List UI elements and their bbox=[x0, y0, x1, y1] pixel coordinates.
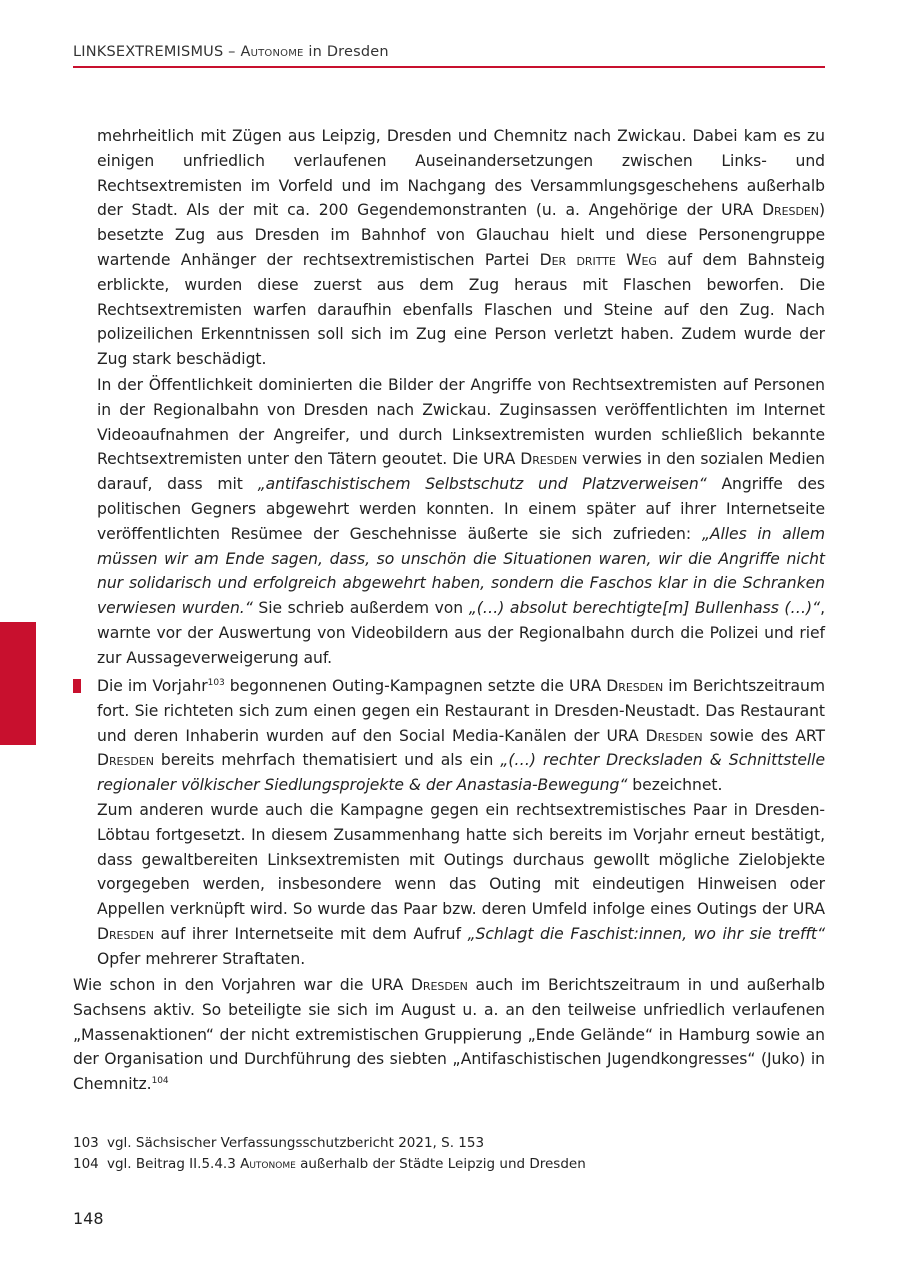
footnote-103: 103 vgl. Sächsischer Verfassungsschutzbericht 2021, S. 153 bbox=[73, 1135, 485, 1151]
header-subtitle: in Dresden bbox=[303, 44, 389, 60]
page-number: 148 bbox=[73, 1209, 104, 1228]
header-rule bbox=[73, 66, 825, 68]
header-title: LINKSEXTREMISMUS bbox=[73, 44, 224, 60]
paragraph-4: Zum anderen wurde auch die Kampagne gegen ein rechtsextremistisches Paar in Dresden-Löbtau fortgesetzt. In diesem Zusammenhang hatte sich bereits im Vorjahr erneut bestätigt, dass gewaltbereiten Linksextremisten mit Outings durchaus gewollt mögliche Zielobjekte vorgegeben werden, insbesondere wenn das Outing mit eindeutigen Hinweisen oder Appellen verknüpft wird. So wurde das Paar bzw. deren Umfeld infolge eines Outings der URA Dresden auf ihrer Internetseite mit dem Aufruf „Schlagt die Faschist:innen, wo ihr sie trefft“ Opfer mehrerer Straftaten. bbox=[97, 801, 825, 968]
paragraph-2: In der Öffentlichkeit dominierten die Bilder der Angriffe von Rechtsextremisten auf Personen in der Regionalbahn von Dresden nach Zwickau. Zuginsassen veröffentlichten im Internet Videoaufnahmen der Angreifer, und durch Linksextremisten wurden schließlich bekannte Rechtsextremisten unter den Tätern geoutet. Die URA Dresden verwies in den sozialen Medien darauf, dass mit „antifaschistischem Selbstschutz und Platzverweisen“ Angriffe des politischen Gegners abgewehrt werden konnten. In einem später auf ihrer Internetseite veröffentlichten Resümee der Geschehnisse äußerte sie sich zufrieden: „Alles in allem müssen wir am Ende sagen, dass, so unschön die Situationen waren, wir die Angriffe nicht nur solidarisch und erfolgreich abgewehrt haben, sondern die Faschos klar in die Schranken verwiesen wurden.“ Sie schrieb außerdem von „(…) absolut berechtigte[m] Bullenhass (…)“, warnte vor der Auswertung von Videobildern aus der Regionalbahn durch die Polizei und rief zur Aussageverweigerung auf. bbox=[97, 376, 825, 667]
running-header: LINKSEXTREMISMUS – Autonome in Dresden bbox=[73, 44, 389, 60]
footnote-104: 104 vgl. Beitrag II.5.4.3 Autonome außerhalb der Städte Leipzig und Dresden bbox=[73, 1156, 586, 1172]
footnote-ref-104: 104 bbox=[151, 1076, 169, 1087]
paragraph-5: Wie schon in den Vorjahren war die URA Dresden auch im Berichtszeitraum in und außerhalb Sachsens aktiv. So beteiligte sie sich im August u. a. an den teilweise unfriedlich verlaufenen „Massenaktionen“ der nicht extremistischen Gruppierung „Ende Gelände“ in Hamburg sowie an der Organisation und Durchführung des siebten „Antifaschistischen Jugendkongresses“ (Juko) in Chemnitz.$^{104}$ bbox=[73, 976, 825, 1094]
section-marker-bar bbox=[0, 622, 36, 745]
paragraph-1: mehrheitlich mit Zügen aus Leipzig, Dresden und Chemnitz nach Zwickau. Dabei kam es zu einigen unfriedlich verlaufenen Auseinandersetzungen zwischen Links- und Rechtsextremisten im Vorfeld und im Nachgang des Versammlungsgeschehens außerhalb der Stadt. Als der mit ca. 200 Gegendemonstranten (u. a. Angehörige der URA Dresden) besetzte Zug aus Dresden im Bahnhof von Glauchau hielt und diese Personengruppe wartende Anhänger der rechtsextremistischen Partei Der dritte Weg auf dem Bahnsteig erblickte, wurden diese zuerst aus dem Zug heraus mit Flaschen beworfen. Die Rechtsextremisten warfen daraufhin ebenfalls Flaschen und Steine auf den Zug. Nach polizeilichen Erkenntnissen soll sich im Zug eine Person verletzt haben. Zudem wurde der Zug stark beschädigt. bbox=[97, 127, 826, 369]
footnote-ref-103: 103 bbox=[207, 678, 225, 688]
paragraph-3-bullet: Die im Vorjahr$^{103}$ begonnenen Outing-Kampagnen setzte die URA Dresden im Berichtszeitraum fort. Sie richteten sich zum einen gegen ein Restaurant in Dresden-Neustadt. Das Restaurant und deren Inhaberin wurden auf den Social Media-Kanälen der URA Dresden sowie des ART Dresden bereits mehrfach thematisiert und als ein „(…) rechter Drecksladen & Schnittstelle regionaler völkischer Siedlungsprojekte & der Anastasia-Bewegung“ bezeichnet. bbox=[97, 677, 826, 795]
bullet-marker bbox=[73, 679, 81, 693]
header-subtitle-sc: Autonome bbox=[240, 44, 304, 60]
